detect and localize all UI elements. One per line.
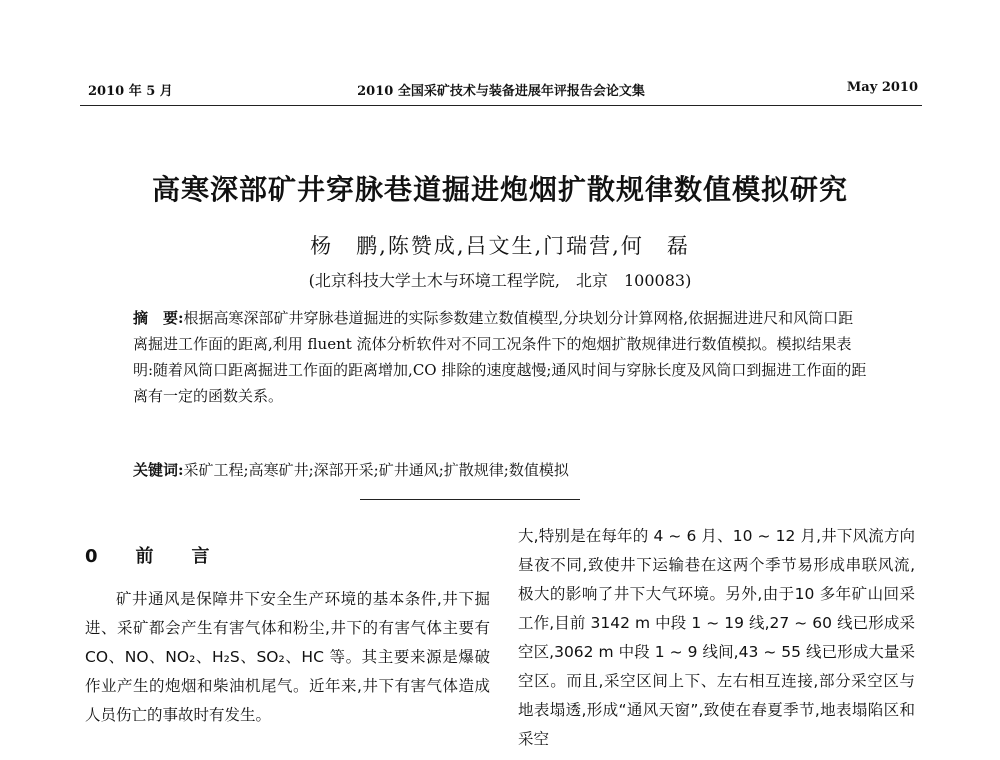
keywords-label: 关键词: bbox=[133, 461, 184, 479]
left-column bbox=[85, 585, 490, 730]
running-header bbox=[80, 80, 922, 102]
header-date: 2010 年 5 月 bbox=[88, 84, 173, 99]
header-date-english: May 2010 bbox=[846, 80, 918, 95]
abstract-text: 根据高寒深部矿井穿脉巷道掘进的实际参数建立数值模型,分块划分计算网格,依据掘进进尺和风筒口距离掘进工作面的距离,利用 fluent 流体分析软件对不同工况条件下的炮烟扩散规律进行数值模拟。模拟结果表明:随着风筒口距离掘进工作面的距离增加,CO 排除的速度越慢;通风时间与穿脉长度及风筒口到掘进工作面的距离有一定的函数关系。 bbox=[133, 309, 867, 405]
keywords-text: 采矿工程;高寒矿井;深部开采;矿井通风;扩散规律;数值模拟 bbox=[183, 461, 569, 479]
keywords bbox=[133, 457, 868, 483]
paper-title: 高寒深部矿井穿脉巷道掘进炮烟扩散规律数值模拟研究 bbox=[151, 173, 848, 206]
author-affiliation: (北京科技大学土木与环境工程学院, 北京 100083) bbox=[308, 271, 692, 290]
paper-authors: 杨 鹏,陈赞成,吕文生,门瑞营,何 磊 bbox=[310, 234, 690, 258]
header-rule bbox=[80, 105, 922, 106]
abstract-label: 摘 要: bbox=[133, 309, 184, 327]
section-heading: 0 前 言 bbox=[85, 546, 220, 567]
left-column-paragraph: 矿井通风是保障井下安全生产环境的基本条件,井下掘进、采矿都会产生有害气体和粉尘,井下的有害气体主要有 CO、NO、NO₂、H₂S、SO₂、HC 等。其主要来源是爆破作业产生的炮烟和柴油机尾气。近年来,井下有害气体造成人员伤亡的事故时有发生。 bbox=[85, 590, 490, 724]
section-divider bbox=[360, 499, 580, 500]
abstract bbox=[133, 305, 868, 409]
right-column-paragraph: 大,特别是在每年的 4 ~ 6 月、10 ~ 12 月,井下风流方向昼夜不同,致使井下运输巷在这两个季节易形成串联风流,极大的影响了井下大气环境。另外,由于10 多年矿山回采工作,目前 3142 m 中段 1 ~ 19 线,27 ~ 60 线已形成采空区,3062 m 中段 1 ~ 9 线间,43 ~ 55 线已形成大量采空区。而且,采空区间上下、左右相互连接,部分采空区与地表塌透,形成“通风天窗”,致使在春夏季节,地表塌陷区和采空 bbox=[518, 527, 915, 748]
header-proceedings-title: 2010 全国采矿技术与装备进展年评报告会论文集 bbox=[357, 84, 645, 99]
right-column bbox=[518, 522, 915, 754]
